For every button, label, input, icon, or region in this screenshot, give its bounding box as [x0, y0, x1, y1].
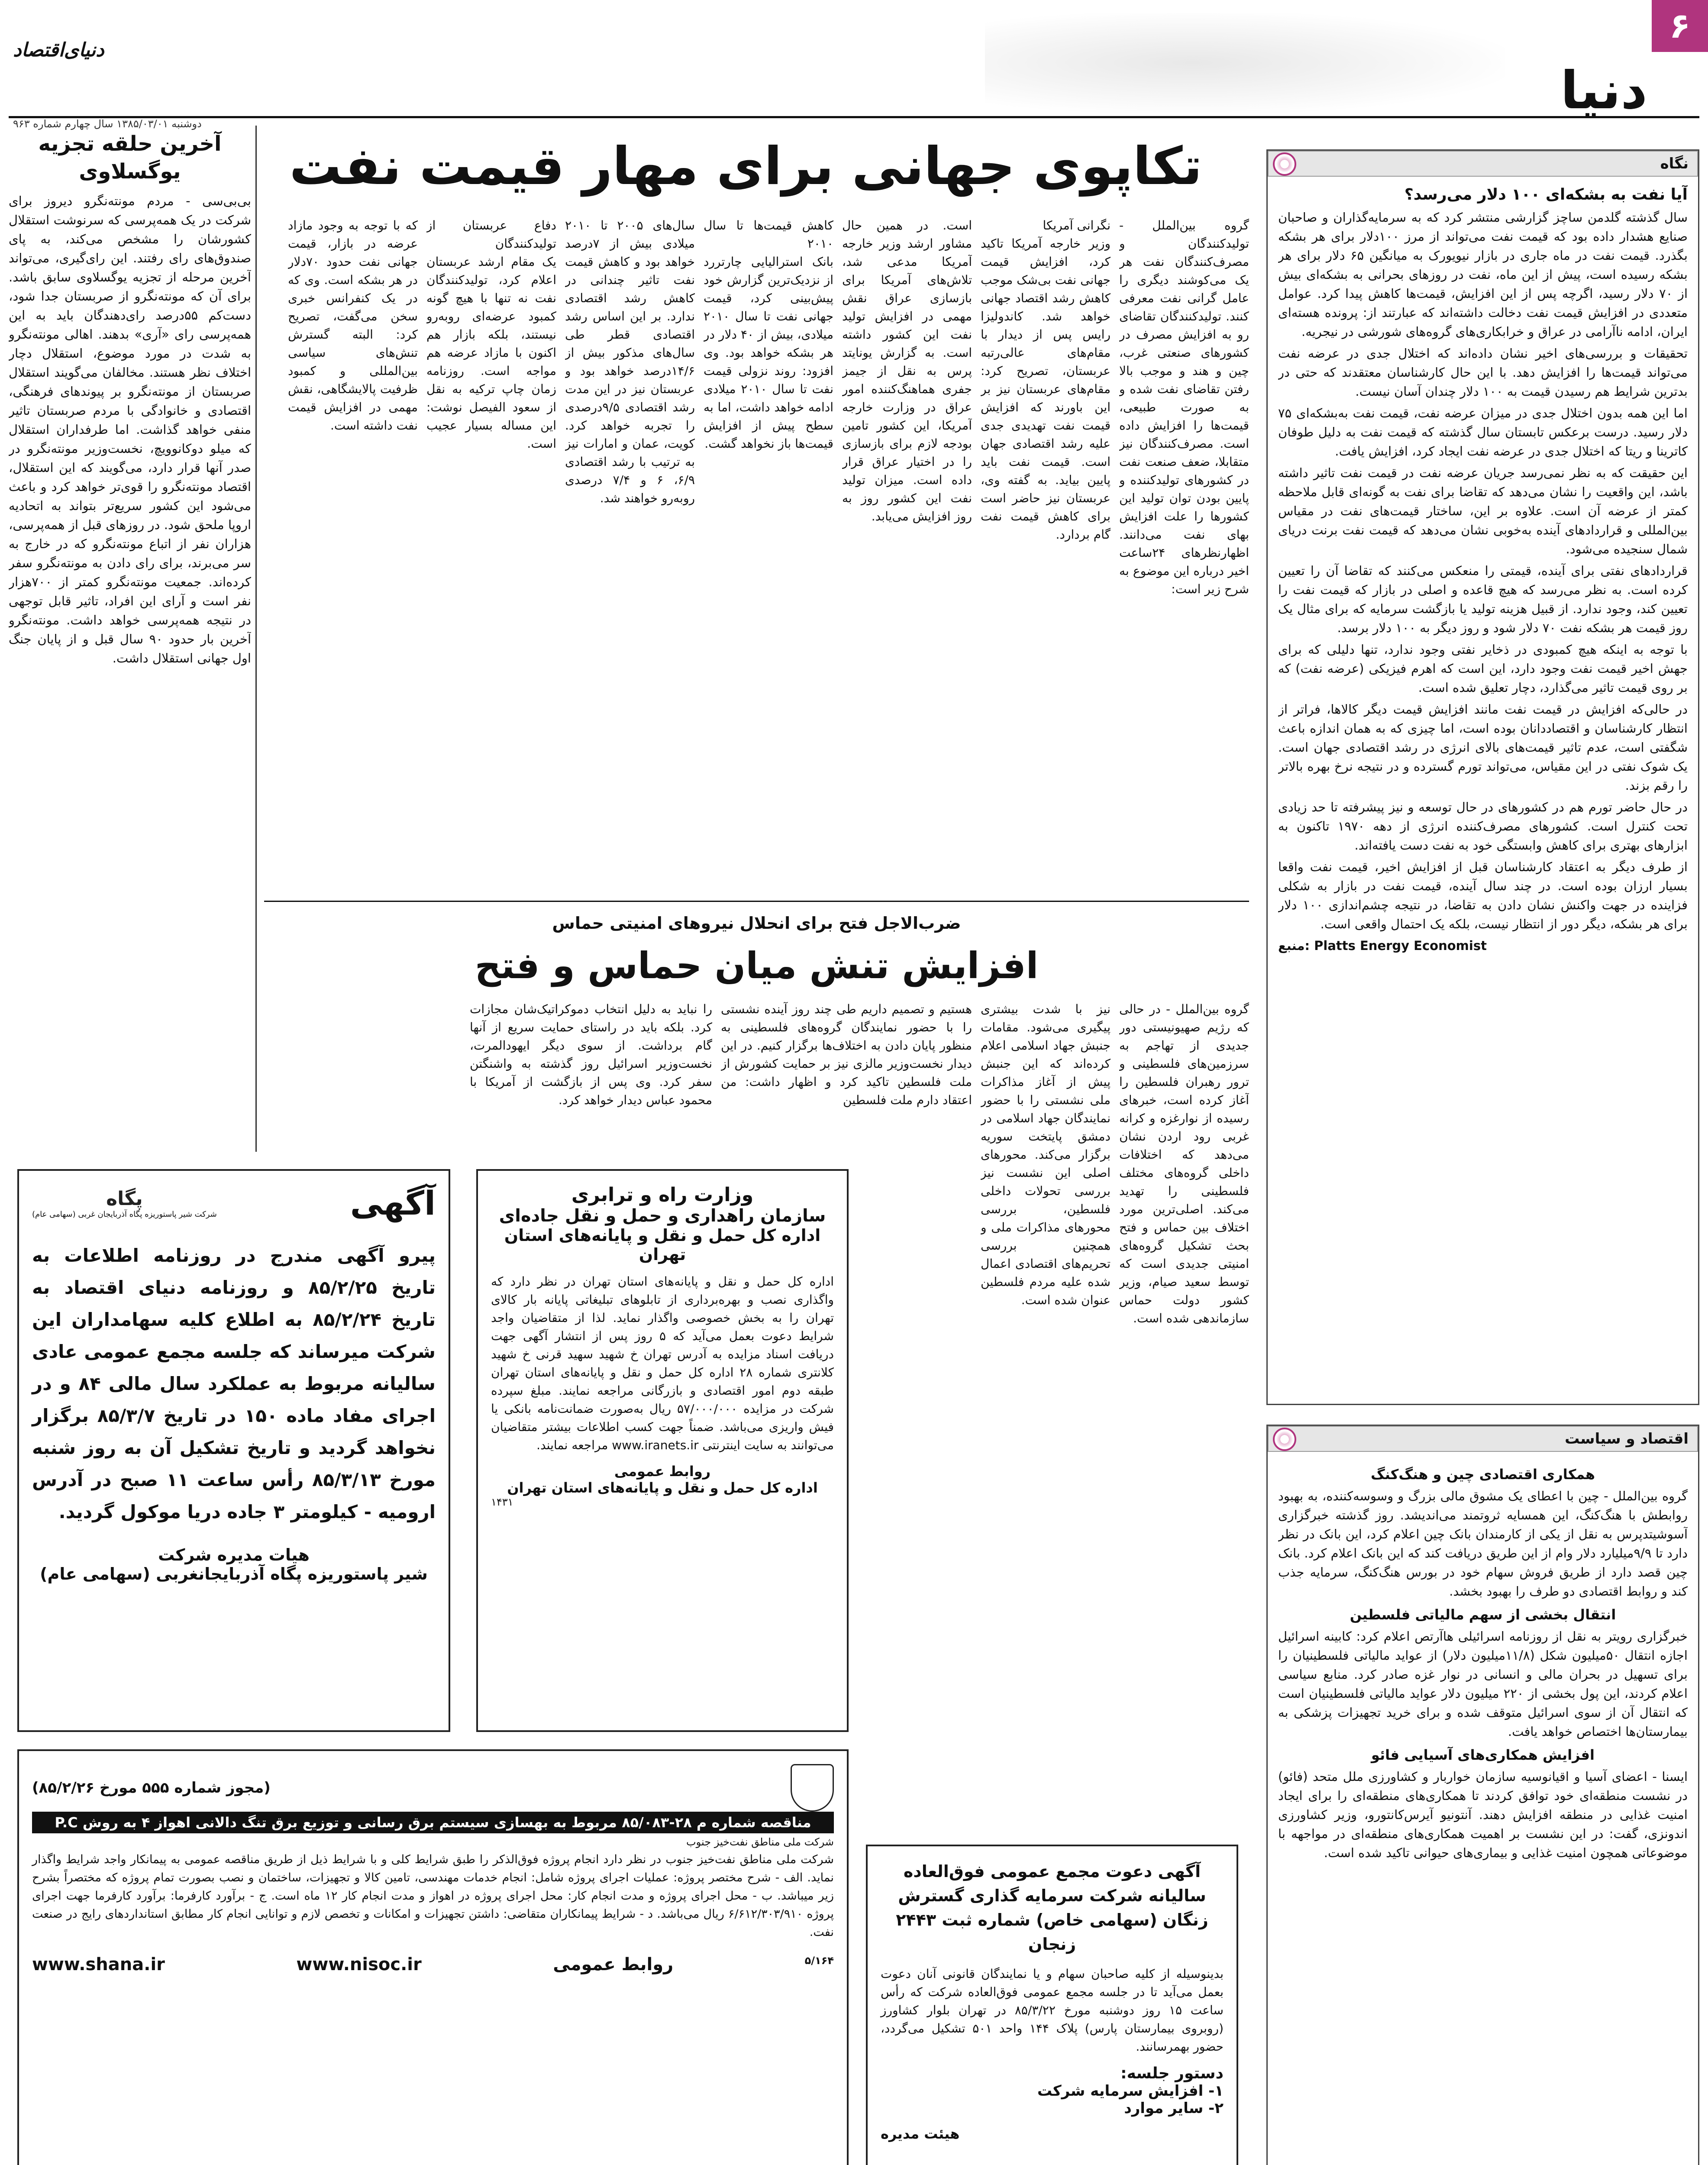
sidebar-paragraph: در حال حاضر تورم هم در کشورهای در حال توسعه و نیز پیشرفته تا حد زیادی تحت کنترل است. کشورهای مصرف‌کننده انرژی از دهه ۱۹۷۰ تاکنون به ابزارهای بهتری برای کاهش وابستگی خود به نفت دست یافته‌اند.	[1278, 800, 1688, 853]
ad-text: بدینوسیله از کلیه صاحبان سهام و یا نمایندگان قانونی آنان دعوت بعمل می‌آید تا در جلسه مجمع عمومی فوق‌العاده شرکت که رأس ساعت ۱۵ روز دوشنبه مورخ ۸۵/۳/۲۲ در تهران بلوار کشاورز (روبروی بیمارستان پارس) پلاک ۱۴۴ واحد ۵۰۱ تشکیل می‌گردد، حضور بهمرسانند.	[881, 1967, 1224, 2054]
left-article-text: بی‌بی‌سی - مردم مونته‌نگرو دیروز برای شرکت در یک همه‌پرسی که سرنوشت استقلال کشورشان را مشخص می‌کند، به پای صندوق‌های رای رفتند. این رای‌گیری، می‌تواند آخرین مرحله از تجزیه یوگسلاوی سابق باشد. برای آن که مونته‌نگرو از صربستان جدا شود، دست‌کم ۵۵درصد رای‌دهندگان باید به این همه‌پرسی رای «آری» بدهند. اهالی مونته‌نگرو به شدت در مورد موضوع، استقلال دچار اختلاف نظر هستند. مخالفان می‌گویند استقلال صربستان از مونته‌نگرو بر پیوندهای فرهنگی، اقتصادی و خانوادگی با مردم صربستان تاثیر منفی خواهد گذاشت. اما طرفداران استقلال که میلو دوکانوویچ، نخست‌وزیر مونته‌نگرو در صدر آنها قرار دارد، می‌گویند که این استقلال، اقتصاد مونته‌نگرو را قوی‌تر خواهد کرد و باعث می‌شود این کشور سریع‌تر بتواند به اتحادیه اروپا ملحق شود. در روزهای قبل از همه‌پرسی، هزاران نفر از اتباع مونته‌نگرو که در خارج به سر می‌برند، برای رای دادن به مونته‌نگرو سفر کرده‌اند. جمعیت مونته‌نگرو کمتر از ۷۰۰هزار نفر است و آرای این افراد، تاثیر قابل توجهی در نتیجه همه‌پرسی خواهد داشت. مونته‌نگرو آخرین بار حدود ۹۰ سال قبل و از پایان جنگ اول جهانی استقلال داشت.	[9, 194, 251, 666]
ad-zangan-meeting	[866, 1845, 1238, 2165]
sidebar-header: نگاه	[1268, 151, 1698, 177]
header-rule	[9, 116, 1699, 118]
ad-footer: هیات مدیره شرکت	[158, 1545, 310, 1564]
ad-nisoc-tender	[17, 1749, 849, 2165]
news-item-text: ایسنا - اعضای آسیا و اقیانوسیه سازمان خواربار و کشاورزی ملل متحد (فائو) در نشست منطقه‌ای خود توافق کردند تا همکاری‌های منطقه‌ای را برای ایجاد امنیت غذایی در منطقه افزایش دهند. آنتونیو آیرس‌کانتورو، وزیر کشاورزی اندونزی، گفت: در این نشست بر اهمیت همکاری‌های منطقه‌ای در مواجهه با موضوعاتی همچون امنیت غذایی و بیماری‌های حیوانی تاکید شده است.	[1278, 1769, 1688, 1860]
ad-company: شرکت ملی مناطق نفت‌خیز جنوب	[686, 1836, 834, 1848]
ad-title: سازمان راهداری و حمل و نقل جاده‌ای	[499, 1206, 826, 1226]
article-column: است. در همین حال مشاور ارشد وزیر خارجه آمریکا مدعی شد، تلاش‌های آمریکا برای بازسازی عراق نقش مهمی در افزایش تولید نفت این کشور داشته است. به گزارش یونایتد پرس به نقل از جیمز جفری هماهنگ‌کننده امور عراق در وزارت خارجه آمریکا، این کشور تامین بودجه لازم برای بازسازی را در اختیار عراق قرار داده است. میزان تولید نفت این کشور روز به روز افزایش می‌یابد.	[842, 218, 972, 523]
article-column: گروه بین‌الملل - تولیدکنندگان و مصرف‌کنندگان نفت هر یک می‌کوشند دیگری را عامل گرانی نفت معرفی کنند. تولیدکنندگان تقاضای رو به افزایش مصرف در کشورهای صنعتی غرب، چین و هند و موجب بالا رفتن تقاضای نفت شده و به صورت طبیعی، قیمت‌ها را افزایش داده است. مصرف‌کنندگان نیز متقابلا، ضعف صنعت نفت در کشورهای تولیدکننده و پایین بودن توان تولید این کشورها را علت افزایش بهای نفت می‌دانند. اظهارنظرهای ۲۴ساعت اخیر درباره این موضوع به شرح زیر است:	[1119, 218, 1249, 596]
article-column: سال‌های ۲۰۰۵ تا ۲۰۱۰ میلادی بیش از ۷درصد خواهد بود و کاهش قیمت نفت تاثیر چندانی در کاهش رشد اقتصادی ندارد. بر این اساس رشد اقتصادی قطر طی سال‌های مذکور بیش از ۱۴/۶درصد خواهد بود و عربستان نیز در این مدت رشد اقتصادی ۹/۵درصدی را تجربه خواهد کرد. کویت، عمان و امارات نیز به ترتیب با رشد اقتصادی ۶/۹، ۶ و ۷/۴ درصدی روبه‌رو خواهند شد.	[565, 218, 695, 505]
sidebar-paragraph: قراردادهای نفتی برای آینده، قیمتی را منعکس می‌کنند که تقاضا آن را تعیین کرده است. به نظر می‌رسد که هیچ قاعده و اصلی در بازار که قیمت نفت را تعیین کند، وجود ندارد. از قبیل هزینه تولید یا بازگشت سرمایه که برای مثال یک روز قیمت هر بشکه نفت ۷۰ دلار شود و روز دیگر به ۱۰۰ دلار برسد.	[1278, 563, 1688, 635]
left-article-title: آخرین حلقه تجزیه یوگسلاوی	[38, 132, 222, 184]
ad-pegah	[17, 1169, 450, 1732]
ad-text: اداره کل حمل و نقل و پایانه‌های استان تهران در نظر دارد که واگذاری نصب و بهره‌برداری از تابلوهای تبلیغاتی پایانه بار کالای تهران را به بخش خصوصی واگذار نماید. لذا از متقاضیان واجد شرایط دعوت بعمل می‌آید که ۵ روز پس از انتشار آگهی جهت دریافت اسناد مزایده به آدرس تهران خ شهید سهید قرنی خ شهید کلانتری شماره ۲۸ اداره کل حمل و نقل و پایانه‌های استان تهران طبقه دوم امور اقتصادی و بازرگانی مراجعه نمایند. مبلغ سپرده شرکت در مزایده ۵۷/۰۰۰/۰۰۰ ریال به‌صورت ضمانت‌نامه بانکی یا فیش واریزی می‌باشد. ضمناً جهت کسب اطلاعات بیشتر متقاضیان می‌توانند به سایت اینترنتی www.iranets.ir مراجعه نمایند.	[491, 1274, 834, 1452]
article-column: را نباید به دلیل انتخاب دموکراتیک‌شان مجازات کرد. بلکه باید در راستای حمایت سریع از آنها گام برداشت. از سوی دیگر ایهود‌المرت، نخست‌وزیر اسرائیل روز گذشته به واشنگتن سفر کرد. وی پس از بازگشت از آمریکا با محمود عباس دیدار خواهد کرد.	[470, 1002, 712, 1107]
ad-transport	[476, 1169, 849, 1732]
sidebar-paragraph: این حقیقت که به نظر نمی‌رسد جریان عرضه نفت در قیمت نفت تاثیر داشته باشد، این واقعیت را نشان می‌دهد که تقاضا برای نفت به گونه‌ای قابل ملاحظه کمتر از عرضه آن است. علاوه بر این، ساختار قیمت‌های نفت در مقیاس بین‌المللی و قراردادهای آینده به‌خوبی نشان می‌دهد که قیمت نفت برنت دریای شمال سنجیده می‌شود.	[1278, 465, 1688, 556]
sidebar-body	[1278, 185, 1688, 1395]
nisoc-logo-icon	[791, 1764, 834, 1812]
sidebar-body	[1278, 1461, 1688, 2165]
sidebar-box-nagah	[1266, 149, 1699, 1405]
sidebar-source: منبع: Platts Energy Economist	[1278, 938, 1487, 953]
pegah-logo: پگاه	[106, 1187, 143, 1210]
news-item-text: خبرگزاری رویتر به نقل از روزنامه اسرائیلی هاآرتص اعلام کرد: کابینه اسرائیل اجازه انتقال ۵۰میلیون شکل (۱۱/۸میلیون دلار) از عواید مالیاتی فلسطینیان را برای تسهیل در بحران مالی و انسانی در نوار غزه صادر کرد. منابع سیاسی اعلام کردند، این پول بخشی از ۲۲۰ میلیون دلار عواید مالیاتی فلسطینیان است که انتقال آن از سوی اسرائیل متوقف شده و برای خرید تجهیزات پزشکی به بیمارستان‌ها اختصاص خواهد یافت.	[1278, 1629, 1688, 1739]
ad-company-line: شرکت شیر پاستوریزه پگاه آذربایجان غربی (سهامی عام)	[32, 1209, 217, 1219]
left-article	[9, 130, 251, 1143]
agenda-title: دستور جلسه:	[1120, 2065, 1224, 2082]
ad-title: آگهی	[350, 1184, 436, 1222]
flower-icon	[1273, 152, 1296, 176]
ad-footer: روابط عمومی	[553, 1955, 674, 1974]
ad-footer: هیئت مدیره	[881, 2126, 960, 2142]
sidebar-paragraph: تحقیقات و بررسی‌های اخیر نشان داده‌اند که اختلال جدی در عرضه نفت می‌تواند قیمت‌ها را افزایش دهد. با این حال کارشناسان معتقدند که حتی در بدترین شرایط هم رسیدن قیمت به ۱۰۰ دلار چندان آسان نیست.	[1278, 346, 1688, 399]
ad-title: آگهی دعوت مجمع عمومی فوق‌العاده سالیانه شرکت سرمایه گذاری گسترش زنگان (سهامی خاص) شماره ثبت ۲۴۴۳ زنجان	[896, 1862, 1208, 1954]
dateline: دوشنبه ۱۳۸۵/۰۳/۰۱ سال چهارم شماره ۹۶۳	[13, 118, 202, 130]
page-number-tab: ۶	[1652, 0, 1708, 52]
agenda-item: ۱- افزایش سرمایه شرکت	[1037, 2082, 1224, 2100]
ad-text: شرکت ملی مناطق نفت‌خیز جنوب در نظر دارد انجام پروژه فوق‌الذکر را طبق شرایط کلی و با شرایط ذیل از طریق مناقصه عمومی به پیمانکار واجد شرایط واگذار نماید. الف - شرح مختصر پروژه: عملیات اجرای پروژه شامل: انجام خدمات مهندسی، تامین کالا و تجهیزات، ساختمان و نصب بصورت تمام پروژه که مختصراً بشرح زیر میباشد. ب - محل اجرای پروژه و مدت انجام کار: محل اجرای پروژه در اهواز و مدت انجام کار ۱۲ ماه است. ج - برآورد کارفرما: برآورد کارفرما جهت اجرای پروژه ۶/۶۱۲/۳۰۳/۹۱۰ ریال می‌باشد. د - شرایط پیمانکاران متقاضی: داشتن تجهیزات و امکانات و تخصص لازم و توانایی انجام کار مطابق استانداردهای رایج در صنعت نفت.	[32, 1853, 834, 1939]
ad-footer: اداره کل حمل و نقل و پایانه‌های استان تهران	[507, 1480, 818, 1496]
article-column: هستیم و تصمیم داریم طی چند روز آینده نشستی را با حضور نمایندگان گروه‌های فلسطینی به منظور پایان دادن به اختلاف‌ها برگزار کنیم. در این دیدار نخست‌وزیر مالزی نیز بر حمایت کشورش از ملت فلسطین تاکید کرد و اظهار داشت: من اعتقاد دارم ملت فلسطین	[721, 1002, 972, 1107]
agenda-item: ۲- سایر موارد	[1124, 2100, 1224, 2117]
header-map-graphic	[985, 13, 1505, 113]
ad-tender-permit: (مجوز شماره ۵۵۵ مورخ ۸۵/۲/۲۶)	[32, 1779, 271, 1797]
news-item-text: گروه بین‌الملل - چین با اعطای یک مشوق مالی بزرگ و وسوسه‌کننده، به بهبود روابطش با هنگ‌کنگ، این همسایه ثروتمند می‌اندیشد. روز گذشته خبرگزاری آسوشیتدپرس به نقل از یکی از کارمندان بانک چین اعلام کرد، این بانک در نظر دارد تا ۹/۹میلیارد دلار وام از این طریق دریافت کند که این بانک اعلام کرد. بانک چین قصد دارد از طریق فروش سهام خود در بورس هنگ‌کنگ، سرمایه جذب کند و روابط اقتصادی دو طرف را بهبود بخشد.	[1278, 1489, 1688, 1599]
sidebar-paragraph: سال گذشته گلدمن ساچز گزارشی منتشر کرد که به سرمایه‌گذاران و صاحبان صنایع هشدار داده بود که قیمت نفت می‌تواند از مرز ۱۰۰دلار برای هر بشکه بگذرد. قیمت نفت در ماه جاری در بازار نیویورک به میانگین ۶۵ دلار برای هر بشکه رسیده است، پیش از این ماه، نفت در روزهای بحرانی به بشکه‌ای بیش از ۷۰ دلار رسید، اگرچه پس از این افزایش، قیمت‌ها کاهش پیدا کرد. عوامل متعددی در افزایش قیمت نفت دخالت داشته‌اند که عبارتند از: پرونده هسته‌ای ایران، ادامه ناآرامی در عراق و خرابکاری‌های گروه‌های شورشی در نیجریه.	[1278, 210, 1688, 339]
ad-code: ۵/۱۶۴	[804, 1955, 834, 1967]
ad-tender-title: مناقصه شماره م ۲۸-۸۵/۰۸۳ مربوط به بهسازی سیستم برق رسانی و توزیع برق تنگ دالانی اهواز ۴ به روش P.C	[32, 1812, 834, 1833]
second-kicker: ضرب‌الاجل فتح برای انحلال نیروهای امنیتی حماس	[552, 914, 961, 933]
sidebar-paragraph: در حالی‌که افزایش در قیمت نفت مانند افزایش قیمت دیگر کالاها، فراتر از انتظار کارشناسان و اقتصاددانان بوده است، اما چیزی که به همان اندازه باعث شگفتی است، عدم تاثیر قیمت‌های بالای انرژی در رشد اقتصادی جهان است. یک شوک نفتی در این مقیاس، می‌تواند تورم گسترده و در نتیجه نرخ بهره بالاتر را رقم بزند.	[1278, 702, 1688, 793]
main-headline: تکاپوی جهانی برای مهار قیمت نفت	[289, 136, 1202, 197]
ad-text: پیرو آگهی مندرج در روزنامه اطلاعات به تاریخ ۸۵/۲/۲۵ و روزنامه دنیای اقتصاد به تاریخ ۸۵/۲/۲۴ به اطلاع کلیه سهامداران این شرکت میرساند که جلسه مجمع عمومی عادی سالیانه مربوط به عملکرد سال مالی ۸۴ و در اجرای مفاد ماده ۱۵۰ در تاریخ ۸۵/۳/۷ برگزار نخواهد گردید و تاریخ تشکیل آن به روز شنبه مورخ ۸۵/۳/۱۳ رأس ساعت ۱۱ صبح در آدرس ارومیه - کیلومتر ۳ جاده دریا موکول گردید.	[32, 1245, 436, 1522]
sidebar-header: اقتصاد و سیاست	[1268, 1426, 1698, 1452]
second-headline: افزایش تنش میان حماس و فتح	[475, 944, 1039, 987]
ad-title: وزارت راه و ترابری	[571, 1184, 754, 1206]
news-item-title: همکاری اقتصادی چین و هنگ‌کنگ	[1370, 1466, 1595, 1483]
ad-code: ۱۴۳۱	[491, 1496, 513, 1508]
sidebar-paragraph: اما این همه بدون اختلال جدی در میزان عرضه نفت، قیمت نفت به‌بشکه‌ای ۷۵ دلار رسید. درست برعکس تابستان سال گذشته که قیمت نفت به دلیل طوفان کاترینا و ریتا که اختلال جدی در عرضه نفت ایجاد کرد، افزایش یافت.	[1278, 406, 1688, 459]
article-column: کاهش قیمت‌ها تا سال ۲۰۱۰ بانک استرالیایی چارتررد از نزدیک‌ترین گزارش خود پیش‌بینی کرد، قیمت جهانی نفت تا سال ۲۰۱۰ میلادی، بیش از ۴۰ دلار در هر بشکه خواهد بود. وی افزود: روند نزولی قیمت نفت تا سال ۲۰۱۰ میلادی ادامه خواهد داشت، اما به سطح پیش از افزایش قیمت‌ها باز نخواهد گشت.	[704, 218, 833, 451]
article-column: نگرانی آمریکا وزیر خارجه آمریکا تاکید کرد، افزایش قیمت جهانی نفت بی‌شک موجب کاهش رشد اقتصاد جهانی خواهد شد. کاندولیزا رایس پس از دیدار با مقام‌های عالی‌رتبه عربستان، تصریح کرد: مقام‌های عربستان نیز بر این باورند که افزایش قیمت نفت تهدیدی جدی علیه رشد اقتصادی جهان است. قیمت نفت باید پایین بیاید. به گفته وی، عربستان نیز حاضر است برای کاهش قیمت نفت گام بردارد.	[981, 218, 1111, 542]
sidebar-box-economy-politics	[1266, 1425, 1699, 2165]
article-column: نیز با شدت بیشتری پیگیری می‌شود. مقامات جنبش جهاد اسلامی اعلام کرده‌اند که این جنبش پیش از آغاز مذاکرات ملی نشستی را با حضور نمایندگان جهاد اسلامی در دمشق پایتخت سوریه برگزار می‌کند. محورهای اصلی این نشست نیز بررسی تحولات داخلی فلسطین، بررسی محورهای مذاکرات ملی و همچنین بررسی تحریم‌های اقتصادی اعمال شده علیه مردم فلسطین عنوان شده است.	[981, 1002, 1111, 1307]
article-separator	[264, 901, 1249, 902]
sidebar-title: آیا نفت به بشکه‌ای ۱۰۰ دلار می‌رسد؟	[1404, 186, 1688, 204]
article-column: که با توجه به وجود مازاد عرضه در بازار، قیمت جهانی نفت حدود ۷۰دلار در هر بشکه است. وی که در یک کنفرانس خبری سخن می‌گفت، تصریح کرد: البته گسترش تنش‌های سیاسی بین‌المللی و کمبود ظرفیت پالایشگاهی، نقش مهمی در افزایش قیمت نفت داشته است.	[288, 218, 418, 433]
news-item-title: انتقال بخشی از سهم مالیاتی فلسطین	[1350, 1606, 1616, 1623]
ad-footer: روابط عمومی	[614, 1463, 711, 1480]
ad-footer: شیر پاستوریزه پگاه آذربایجانغربی (سهامی عام)	[40, 1564, 428, 1583]
shana-link[interactable]: www.shana.ir	[32, 1955, 165, 1974]
article-column: گروه بین‌الملل - در حالی که رژیم صهیونیستی دور جدیدی از تهاجم به سرزمین‌های فلسطینی و ترور رهبران فلسطین را آغاز کرده است، خبرهای رسیده از نوارغزه و کرانه غربی رود اردن نشان می‌دهد که اختلافات داخلی گروه‌های مختلف فلسطینی را تهدید می‌کند. اصلی‌ترین مورد اختلاف بین حماس و فتح بحث تشکیل گروه‌های امنیتی جدیدی است که توسط سعید صیام، وزیر کشور دولت حماس سازماندهی شده است.	[1119, 1002, 1249, 1325]
article-column: دفاع عربستان از تولیدکنندگان یک مقام ارشد عربستان اعلام کرد، تولیدکنندگان نفت نه تنها با هیچ گونه کمبود عرضه‌ای روبه‌رو نیستند، بلکه بازار هم اکنون با مازاد عرضه هم مواجه است. روزنامه زمان چاپ ترکیه به نقل از سعود الفیصل نوشت: این مساله بسیار عجیب است.	[426, 218, 556, 451]
flower-icon	[1273, 1428, 1296, 1451]
brand-logo: دنیای‌اقتصاد	[13, 39, 104, 61]
news-item-title: افزایش همکاری‌های آسیایی فائو	[1371, 1747, 1595, 1763]
sidebar-paragraph: با توجه به اینکه هیچ کمبودی در ذخایر نفتی وجود ندارد، تنها دلیلی که برای جهش اخیر قیمت نفت وجود دارد، این است که اهرم فیزیکی (عرضه نفت) که بر روی قیمت تاثیر می‌گذارد، دچار تعلیق شده است.	[1278, 642, 1688, 695]
column-divider	[255, 126, 257, 1152]
sidebar-paragraph: از طرف دیگر به اعتقاد کارشناسان قبل از افزایش اخیر، قیمت نفت واقعا بسیار ارزان بوده است. در چند سال آینده، قیمت نفت در بازار به شکلی فزاینده در جهت واکنش نشان دادن به تقاضا، در نتیجه چشم‌اندازی ۱۰۰ دلار برای هر بشکه، دیگر دور از انتظار نیست، بلکه یک احتمال واقعی است.	[1278, 860, 1688, 931]
ad-title: اداره کل حمل و نقل و پایانه‌های استان تهران	[504, 1226, 821, 1264]
section-title: دنیا	[1560, 61, 1647, 121]
nisoc-link[interactable]: www.nisoc.ir	[296, 1955, 422, 1974]
